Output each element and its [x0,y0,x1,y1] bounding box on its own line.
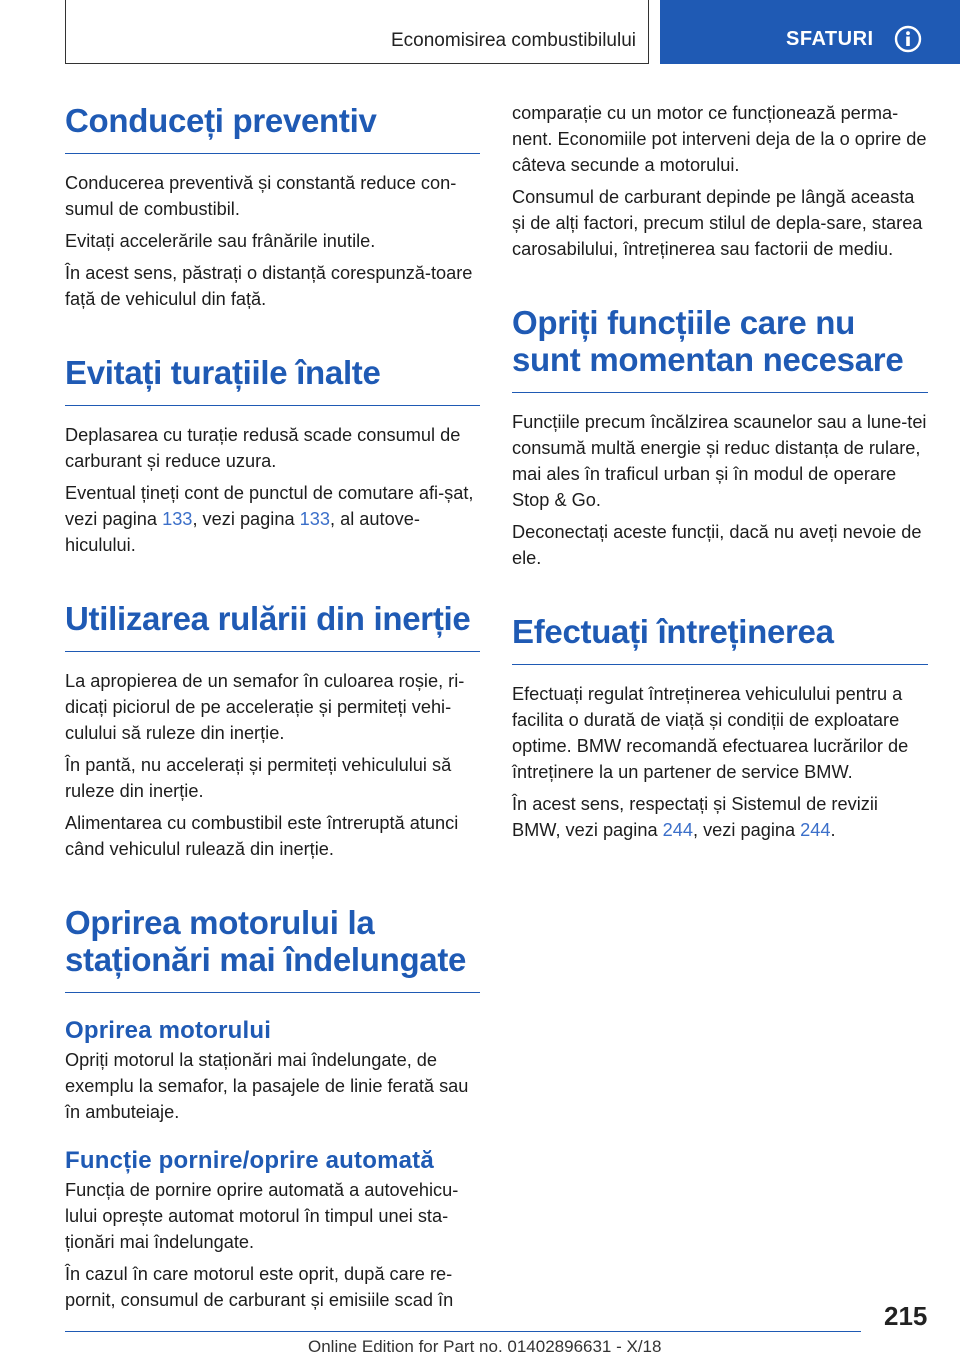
paragraph: În cazul în care motorul este oprit, după care re-pornit, consumul de carburant și emisiile scad în [65,1264,454,1310]
paragraph: Deconectați aceste funcții, dacă nu aveți nevoie de ele. [512,522,922,568]
page-link-133[interactable]: 133 [299,509,330,529]
page-link-244[interactable]: 244 [800,820,831,840]
subheading-oprirea-motorului: Oprirea motorului [65,1017,272,1044]
page-number: 215 [884,1301,928,1331]
paragraph: Deplasarea cu turație redusă scade consumul de carburant și reduce uzura. [65,425,461,471]
left-column [65,92,480,1313]
paragraph: Consumul de carburant depinde pe lângă aceasta și de alți factori, precum stilul de depla-sare, starea carosabilului, întreținerea sau factorii de mediu. [512,187,923,259]
heading-evitati-turatiile: Evitați turațiile înalte [65,342,480,406]
footer-divider [65,1331,861,1332]
paragraph: Funcția de pornire oprire automată a autovehicu-lului oprește automat motorul în timpul unei sta-ționări mai îndelungate. [65,1180,459,1252]
paragraph: Opriți motorul la staționări mai îndelungate, de exemplu la semafor, la pasajele de linie ferată sau în ambuteiaje. [65,1050,469,1122]
footer-edition-text: Online Edition for Part no. 01402896631 - X/18 [308,1337,662,1356]
header-chapter-label: SFATURI [786,28,874,50]
page-link-133[interactable]: 133 [162,509,193,529]
heading-conduceti-preventiv: Conduceți preventiv [65,92,480,154]
right-column [512,100,928,843]
heading-oprirea-motorului-statii: Oprirea motorului la staționări mai îndelungate [65,892,480,993]
heading-efectuati-intretinerea: Efectuați întreținerea [512,601,928,665]
paragraph-with-links: Eventual țineți cont de punctul de comutare afi-șat, vezi pagina 133, vezi pagina 133, al autove-hiculului. [65,483,474,555]
paragraph: Evitați accelerările sau frânările inutile. [65,231,376,251]
header-section-tab [65,0,649,64]
paragraph: Alimentarea cu combustibil este întreruptă atunci când vehiculul rulează din inerție. [65,813,459,859]
paragraph-with-links: În acest sens, respectați și Sistemul de revizii BMW, vezi pagina 244, vezi pagina 244. [512,794,878,840]
paragraph: comparație cu un motor ce funcționează perma-nent. Economiile pot interveni deja de la o oprire de câteva secunde a motorului. [512,103,927,175]
subheading-functie-pornire-oprire: Funcție pornire/oprire automată [65,1147,434,1174]
paragraph: Funcțiile precum încălzirea scaunelor sau a lune-tei consumă multă energie și reduc distanța de rulare, mai ales în traficul urban și în modul de operare Stop & Go. [512,412,927,510]
heading-opriti-functiile: Opriți funcțiile care nu sunt momentan necesare [512,292,928,393]
paragraph: În acest sens, păstrați o distanță corespunză-toare față de vehiculul din față. [65,263,473,309]
header-section-title: Economisirea combustibilului [391,30,636,51]
page-link-244[interactable]: 244 [662,820,693,840]
paragraph: Conducerea preventivă și constantă reduce con-sumul de combustibil. [65,173,457,219]
info-icon [894,25,922,53]
paragraph: La apropierea de un semafor în culoarea roșie, ri-dicați piciorul de pe accelerație și permiteți vehi-culului să ruleze din inerție. [65,671,465,743]
header-chapter-tab[interactable] [660,0,960,64]
paragraph: În pantă, nu accelerați și permiteți vehiculului să ruleze din inerție. [65,755,452,801]
paragraph: Efectuați regulat întreținerea vehiculului pentru a facilita o durată de viață și condiții de exploatare optime. BMW recomandă efectuarea lucrărilor de întreținere la un partener de service BMW. [512,684,909,782]
heading-utilizarea-rularii: Utilizarea rulării din inerție [65,588,480,652]
